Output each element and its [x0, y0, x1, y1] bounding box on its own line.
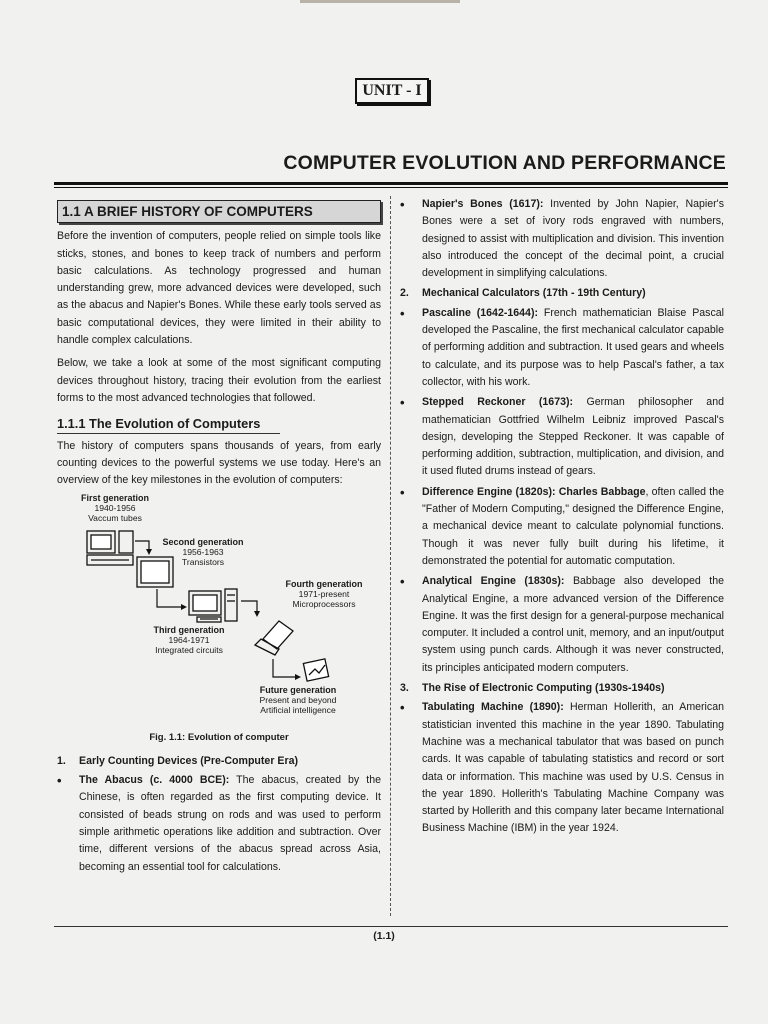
stepped-title: Stepped Reckoner (1673): [422, 396, 574, 409]
subsection-heading: 1.1.1 The Evolution of Computers [57, 415, 280, 433]
list-item-tabulating-machine [400, 699, 724, 837]
bullet-icon: • [57, 773, 62, 789]
bullet-icon: • [400, 395, 405, 411]
gen3-label: Third generation 1964-1971 Integrated circuits [153, 625, 225, 656]
gen2-tech: Transistors [181, 557, 225, 568]
intro-paragraph-2: Below, we take a look at some of the most significant computing devices throughout history, tracing their evolution from the earliest forms to the most advanced technologies that followed. [57, 357, 381, 404]
gen5-label: Future generation Present and beyond Artificial intelligence [259, 685, 337, 716]
chapter-title: COMPUTER EVOLUTION AND PERFORMANCE [283, 152, 726, 174]
gen3-computer-icon [189, 589, 237, 622]
gen4-laptop-icon [255, 621, 293, 655]
gen5-years: Present and beyond [259, 695, 337, 706]
stepped-text: German philosopher and mathematician Gottfried Wilhelm Leibniz improved Pascal's design, developing the Stepped Reckoner. It was capable of performing addition, subtraction, multiplication, and division, and it used fluted drums instead of gears. [422, 396, 724, 478]
page-number: (1.1) [373, 930, 395, 942]
list-heading-1-text: Early Counting Devices (Pre-Computer Era) [79, 754, 298, 767]
list-item-difference-engine [400, 484, 724, 570]
list-item-pascaline [400, 305, 724, 391]
footer-rule [54, 926, 728, 927]
list-item-abacus [57, 772, 381, 876]
list-number-1: 1. [57, 754, 66, 767]
right-column [400, 196, 724, 841]
gen4-tech: Microprocessors [292, 599, 356, 610]
intro-paragraph-1: Before the invention of computers, people relied on simple tools like sticks, stones, and bones to keep track of numbers and perform basic calculations. As technology progressed and human understanding grew, more advanced devices were developed, such as the abacus and Napier's Bones. While these early tools served as basic computational devices, they were limited in their ability to handle complex calculations. [57, 230, 381, 347]
gen1-tech: Vaccum tubes [88, 513, 142, 524]
pascaline-title: Pascaline (1642-1644): [422, 306, 538, 319]
bullet-icon: • [400, 484, 405, 500]
abacus-title: The Abacus (c. 4000 BCE): [79, 774, 230, 787]
column-divider [390, 196, 392, 916]
left-column [57, 200, 381, 879]
gen5-tech: Artificial intelligence [260, 705, 336, 716]
list-heading-3-text: The Rise of Electronic Computing (1930s-1940s) [422, 682, 665, 695]
list-heading-1 [57, 753, 381, 770]
gen1-label: First generation 1940-1956 Vaccum tubes [80, 493, 149, 524]
difference-title: Difference Engine (1820s): Charles Babbage [422, 485, 646, 498]
analytical-text: Babbage also developed the Analytical Engine, a more advanced version of the Difference Engine. It was the first design for a general-purpose mechanical computer. It included a control unit, memory, and an input/output system using punch cards. Although it was never constructed, its principles anticipated modern computers. [422, 575, 724, 674]
gen1-computer-icon [87, 531, 133, 565]
list-number-3: 3. [400, 682, 409, 695]
list-item-napier [400, 196, 724, 282]
bullet-icon: • [400, 197, 405, 212]
title-rule-thin [54, 187, 728, 188]
list-heading-2-text: Mechanical Calculators (17th - 19th Century) [422, 287, 646, 300]
list-item-stepped-reckoner [400, 394, 724, 480]
arrow-2 [157, 589, 183, 607]
tabulating-title: Tabulating Machine (1890): [422, 701, 564, 714]
difference-text: , often called the "Father of Modern Computing," designed the Difference Engine, a mechanical device meant to calculate polynomial functions. Though it was never fully built during his lifetime, it demonstrated the potential for automatic computation. [422, 485, 724, 567]
list-item-analytical-engine [400, 573, 724, 677]
gen4-years: 1971-present [298, 589, 350, 600]
gen5-ai-icon [303, 659, 328, 681]
napier-text: Invented by John Napier, Napier's Bones were a set of ivory rods engraved with numbers, designed to assist with multiplication and division. This invention also introduced the concept of the decimal point, a crucial development in simplifying calculations. [422, 198, 724, 280]
arrow-4 [273, 659, 297, 677]
evolution-diagram [57, 489, 381, 725]
section-heading: 1.1 A BRIEF HISTORY OF COMPUTERS [57, 200, 381, 223]
pascaline-text: French mathematician Blaise Pascal developed the Pascaline, the first mechanical calculator capable of performing addition and subtraction. It used gears and wheels to calculate, and its purpose was to help Pascal's father, a tax collector, with his work. [422, 306, 724, 388]
title-rule [54, 182, 728, 185]
unit-label: UNIT - I [355, 78, 429, 104]
figure-caption: Fig. 1.1: Evolution of computer [149, 732, 289, 744]
napier-title: Napier's Bones (1617): [422, 198, 544, 210]
evolution-paragraph: The history of computers spans thousands of years, from early counting devices to the powerful systems we use today. Here's an overview of the key milestones in the evolution of computers: [57, 439, 381, 487]
list-heading-3 [400, 680, 724, 697]
tabulating-text: Herman Hollerith, an American statistician invented this machine in the year 1890. Tabulating Machine was a mechanical tabulator that was based on punch cards. It was capable of tabulating statistics and record or sort data or information. This machine was used by U.S. Census in the year 1890. Hollerith's Tabulating Machine Company was started by Hollerith and this company later became International Business Machine (IBM) in the year 1924. [422, 701, 724, 835]
list-number-2: 2. [400, 287, 409, 300]
gen3-tech: Integrated circuits [155, 645, 223, 656]
gen4-label: Fourth generation 1971-present Microprocessors [285, 579, 363, 610]
bullet-icon: • [400, 305, 405, 321]
list-heading-2 [400, 285, 724, 302]
gen3-years: 1964-1971 [168, 635, 210, 646]
gen2-years: 1956-1963 [182, 547, 224, 558]
gen1-years: 1940-1956 [94, 503, 136, 514]
bullet-icon: • [400, 574, 405, 590]
top-scan-strip [300, 0, 460, 3]
abacus-text: The abacus, created by the Chinese, is often regarded as the first computing device. It consisted of beads strung on rods and was used to perform simple arithmetic operations like addition and subtraction. Over time, different versions of the abacus spread across Asia, becoming an essential tool for calculations. [79, 774, 381, 873]
analytical-title: Analytical Engine (1830s): [422, 575, 565, 588]
gen2-label: Second generation 1956-1963 Transistors [162, 537, 244, 568]
bullet-icon: • [400, 700, 405, 716]
